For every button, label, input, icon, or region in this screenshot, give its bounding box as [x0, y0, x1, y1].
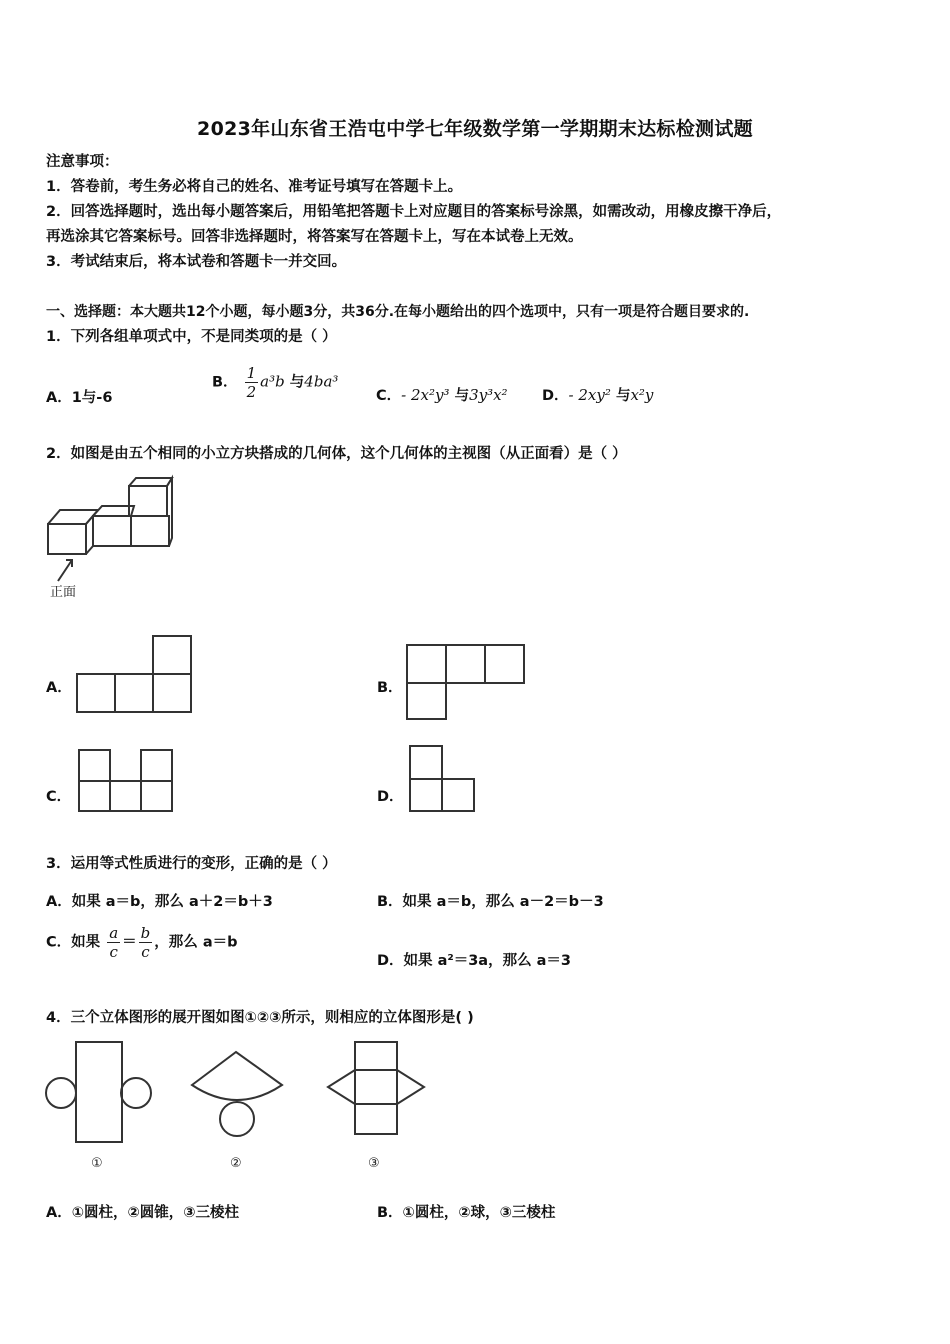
c-cell-3 — [79, 781, 110, 811]
b-cell-bottom — [407, 683, 446, 719]
a-cell-3 — [153, 674, 191, 712]
cube-top-1 — [48, 510, 98, 524]
notice-item-3: 3．考试结束后，将本试卷和答题卡一并交回。 — [46, 254, 347, 270]
notice-item-2: 2．回答选择题时，选出每小题答案后，用铅笔把答题卡上对应题目的答案标号涂黑，如需改动，用橡皮擦干净后， — [46, 204, 782, 220]
q1-b-den: 2 — [246, 383, 257, 401]
c-cell-1 — [79, 750, 110, 781]
b-cell-1 — [407, 645, 446, 683]
q4-option-b: B．①圆柱，②球，③三棱柱 — [377, 1205, 556, 1221]
q1-b-pair: 4ba³ — [304, 372, 339, 391]
a-cell-2 — [115, 674, 153, 712]
net2-circle — [220, 1102, 254, 1136]
c-cell-4 — [110, 781, 141, 811]
q1-option-b — [212, 364, 338, 401]
q1-option-d-label: D． — [542, 388, 569, 404]
cube-side-1 — [86, 516, 93, 554]
front-label: 正面 — [50, 585, 77, 600]
q1-c-connector: 与 — [454, 388, 470, 404]
q4-option-a: A．①圆柱，②圆锥，③三棱柱 — [46, 1205, 240, 1221]
q4-stem: 4．三个立体图形的展开图如图①②③所示，则相应的立体图形是( ) — [46, 1010, 474, 1026]
net1-rect — [76, 1042, 122, 1142]
net3-rect — [355, 1042, 397, 1134]
q1-b-fraction — [245, 364, 259, 401]
q3-c-num2: b — [140, 924, 151, 942]
q1-b-term: a³b — [260, 372, 285, 391]
q2-option-a: A． — [46, 680, 72, 696]
q1-d-pair: x²y — [630, 386, 654, 404]
net2-sector — [192, 1052, 282, 1100]
q3-c-den2: c — [141, 943, 150, 961]
q3-c-den1: c — [109, 943, 118, 961]
a-cell-top — [153, 636, 191, 674]
net3-triangle-left — [328, 1070, 355, 1104]
q1-d-expr: - 2xy² — [568, 386, 611, 404]
cube-top-top — [129, 478, 172, 486]
q1-option-d — [542, 384, 653, 405]
net1-circle-right — [121, 1078, 151, 1108]
q3-option-b: B．如果 a＝b，那么 a－2＝b－3 — [377, 894, 604, 910]
q3-option-c — [46, 924, 238, 961]
q1-option-a: A．1与-6 — [46, 390, 113, 406]
section-heading: 一、选择题：本大题共12个小题，每小题3分，共36分.在每小题给出的四个选项中，只有一项是符合题目要求的. — [46, 304, 750, 320]
b-cell-2 — [446, 645, 485, 683]
q3-c-num1: a — [109, 924, 119, 942]
q2-option-d: D． — [377, 789, 404, 805]
q1-option-c — [376, 384, 508, 405]
q3-c-frac1 — [107, 924, 120, 961]
b-cell-3 — [485, 645, 524, 683]
c-cell-2 — [141, 750, 172, 781]
net1-label: ① — [91, 1156, 103, 1171]
q1-option-c-label: C． — [376, 388, 402, 404]
q1-c-pair: 3y³x² — [469, 386, 508, 404]
cube-front-top — [129, 486, 167, 516]
q2-option-d-figure — [408, 744, 478, 814]
q2-option-a-figure — [76, 634, 194, 714]
q2-option-c-figure — [77, 748, 175, 814]
d-cell-2 — [442, 779, 474, 811]
q3-stem: 3．运用等式性质进行的变形，正确的是（ ） — [46, 856, 337, 872]
q1-b-num: 1 — [246, 364, 257, 382]
q2-option-b-figure — [405, 643, 527, 723]
cube-front-3 — [131, 516, 169, 546]
cube-top-2 — [93, 506, 134, 516]
q1-option-b-label: B． — [212, 374, 238, 391]
q4-nets-figure — [44, 1040, 434, 1174]
net2-label: ② — [230, 1156, 242, 1171]
q3-c-post: ，那么 a＝b — [154, 934, 238, 951]
d-cell-1 — [410, 779, 442, 811]
net1-circle-left — [46, 1078, 76, 1108]
q1-d-connector: 与 — [615, 388, 631, 404]
q1-stem: 1．下列各组单项式中，不是同类项的是（ ） — [46, 329, 337, 345]
notice-heading: 注意事项： — [46, 154, 119, 170]
q2-option-c: C． — [46, 789, 72, 805]
net3-triangle-right — [397, 1070, 424, 1104]
a-cell-1 — [77, 674, 115, 712]
c-cell-5 — [141, 781, 172, 811]
cube-front-2 — [93, 516, 131, 546]
q3-option-a: A．如果 a＝b，那么 a＋2＝b＋3 — [46, 894, 273, 910]
q1-c-expr: - 2x²y³ — [401, 386, 450, 404]
q3-c-pre: C．如果 — [46, 934, 101, 951]
q2-option-b: B． — [377, 680, 403, 696]
notice-item-2-cont: 再选涂其它答案标号。回答非选择题时，将答案写在答题卡上，写在本试卷上无效。 — [46, 229, 583, 245]
arrow-line — [58, 560, 72, 581]
q3-c-eq: ＝ — [122, 934, 137, 951]
q2-solid-figure — [44, 478, 184, 603]
net3-label: ③ — [368, 1156, 380, 1171]
q3-option-d: D．如果 a²＝3a，那么 a＝3 — [377, 953, 572, 969]
q1-b-connector: 与 — [289, 374, 305, 391]
notice-item-1: 1．答卷前，考生务必将自己的姓名、准考证号填写在答题卡上。 — [46, 179, 463, 195]
d-cell-top — [410, 746, 442, 779]
page-title: 2023年山东省王浩屯中学七年级数学第一学期期末达标检测试题 — [197, 118, 753, 140]
cube-front-1 — [48, 524, 86, 554]
q3-c-frac2 — [139, 924, 153, 961]
q2-stem: 2．如图是由五个相同的小立方块搭成的几何体，这个几何体的主视图（从正面看）是（ ） — [46, 446, 627, 462]
